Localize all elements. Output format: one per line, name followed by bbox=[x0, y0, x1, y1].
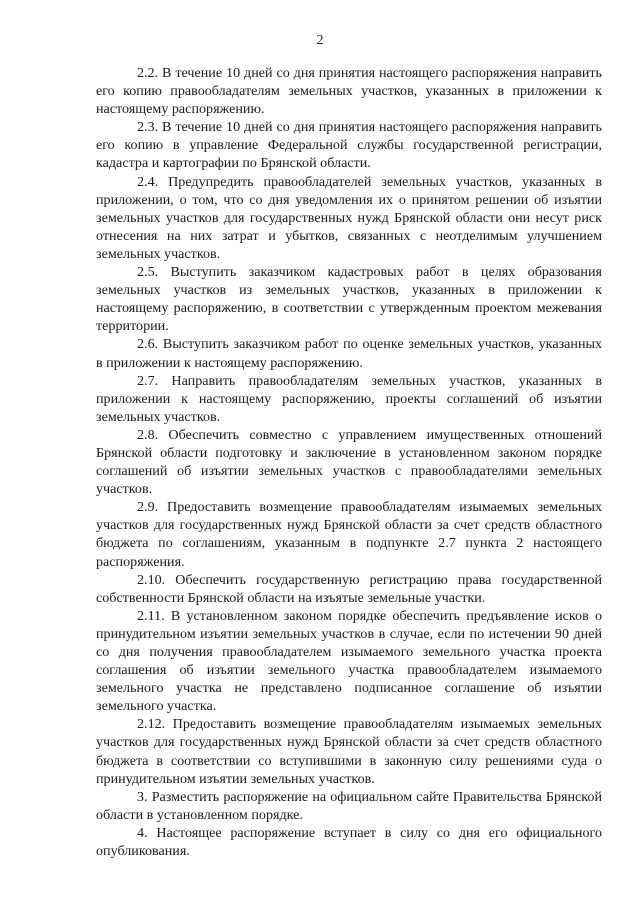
paragraph-2-3: 2.3. В течение 10 дней со дня принятия настоящего распоряжения направить его копию в управление Федеральной службы государственной регистрации, кадастра и картографии по Брянской области. bbox=[96, 119, 602, 172]
page-number: 2 bbox=[316, 33, 324, 48]
document-body bbox=[96, 64, 602, 860]
paragraph-2-6: 2.6. Выступить заказчиком работ по оценке земельных участков, указанных в приложении к настоящему распоряжению. bbox=[96, 336, 602, 371]
paragraph-2-8: 2.8. Обеспечить совместно с управлением имущественных отношений Брянской области подготовку и заключение в установленном законом порядке соглашений об изъятии земельных участков с правообладателями земельных участков. bbox=[96, 426, 602, 498]
paragraph-3: 3. Разместить распоряжение на официальном сайте Правительства Брянской области в установленном порядке. bbox=[96, 788, 602, 823]
paragraph-2-11: 2.11. В установленном законом порядке обеспечить предъявление исков о принудительном изъятии земельных участков в случае, если по истечении 90 дней со дня получения правообладателем изымаемого земельного участка проекта соглашения об изъятии земельного участка правообладателем изымаемого земельного участка не представлено подписанное соглашение об изъятии земельного участка. bbox=[96, 607, 602, 715]
paragraph-2-5: 2.5. Выступить заказчиком кадастровых работ в целях образования земельных участков из земельных участков, указанных в приложении к настоящему распоряжению, в соответствии с утвержденным проектом межевания территории. bbox=[96, 264, 602, 335]
paragraph-2-12: 2.12. Предоставить возмещение правообладателям изымаемых земельных участков для государственных нужд Брянской области за счет средств областного бюджета в соответствии со вступившими в законную силу решениями суда о принудительном изъятии земельных участков. bbox=[96, 716, 602, 787]
paragraph-2-10: 2.10. Обеспечить государственную регистрацию права государственной собственности Брянской области на изъятые земельные участки. bbox=[96, 571, 602, 606]
paragraph-4: 4. Настоящее распоряжение вступает в силу со дня его официального опубликования. bbox=[96, 824, 602, 860]
paragraph-2-7: 2.7. Направить правообладателям земельных участков, указанных в приложении к настоящему распоряжению, проекты соглашений об изъятии земельных участков. bbox=[96, 372, 602, 425]
paragraph-2-2: 2.2. В течение 10 дней со дня принятия настоящего распоряжения направить его копию правообладателям земельных участков, указанных в приложении к настоящему распоряжению. bbox=[96, 65, 602, 118]
paragraph-2-9: 2.9. Предоставить возмещение правообладателям изымаемых земельных участков для государственных нужд Брянской области за счет средств областного бюджета по соглашениям, указанным в подпункте 2.7 пункта 2 настоящего распоряжения. bbox=[96, 499, 602, 570]
paragraph-2-4: 2.4. Предупредить правообладателей земельных участков, указанных в приложении, о том, что со дня уведомления их о принятом решении об изъятии земельных участков для государственных нужд Брянской области они несут риск отнесения на них затрат и убытков, связанных с неотделимым улучшением земельных участков. bbox=[96, 173, 602, 262]
